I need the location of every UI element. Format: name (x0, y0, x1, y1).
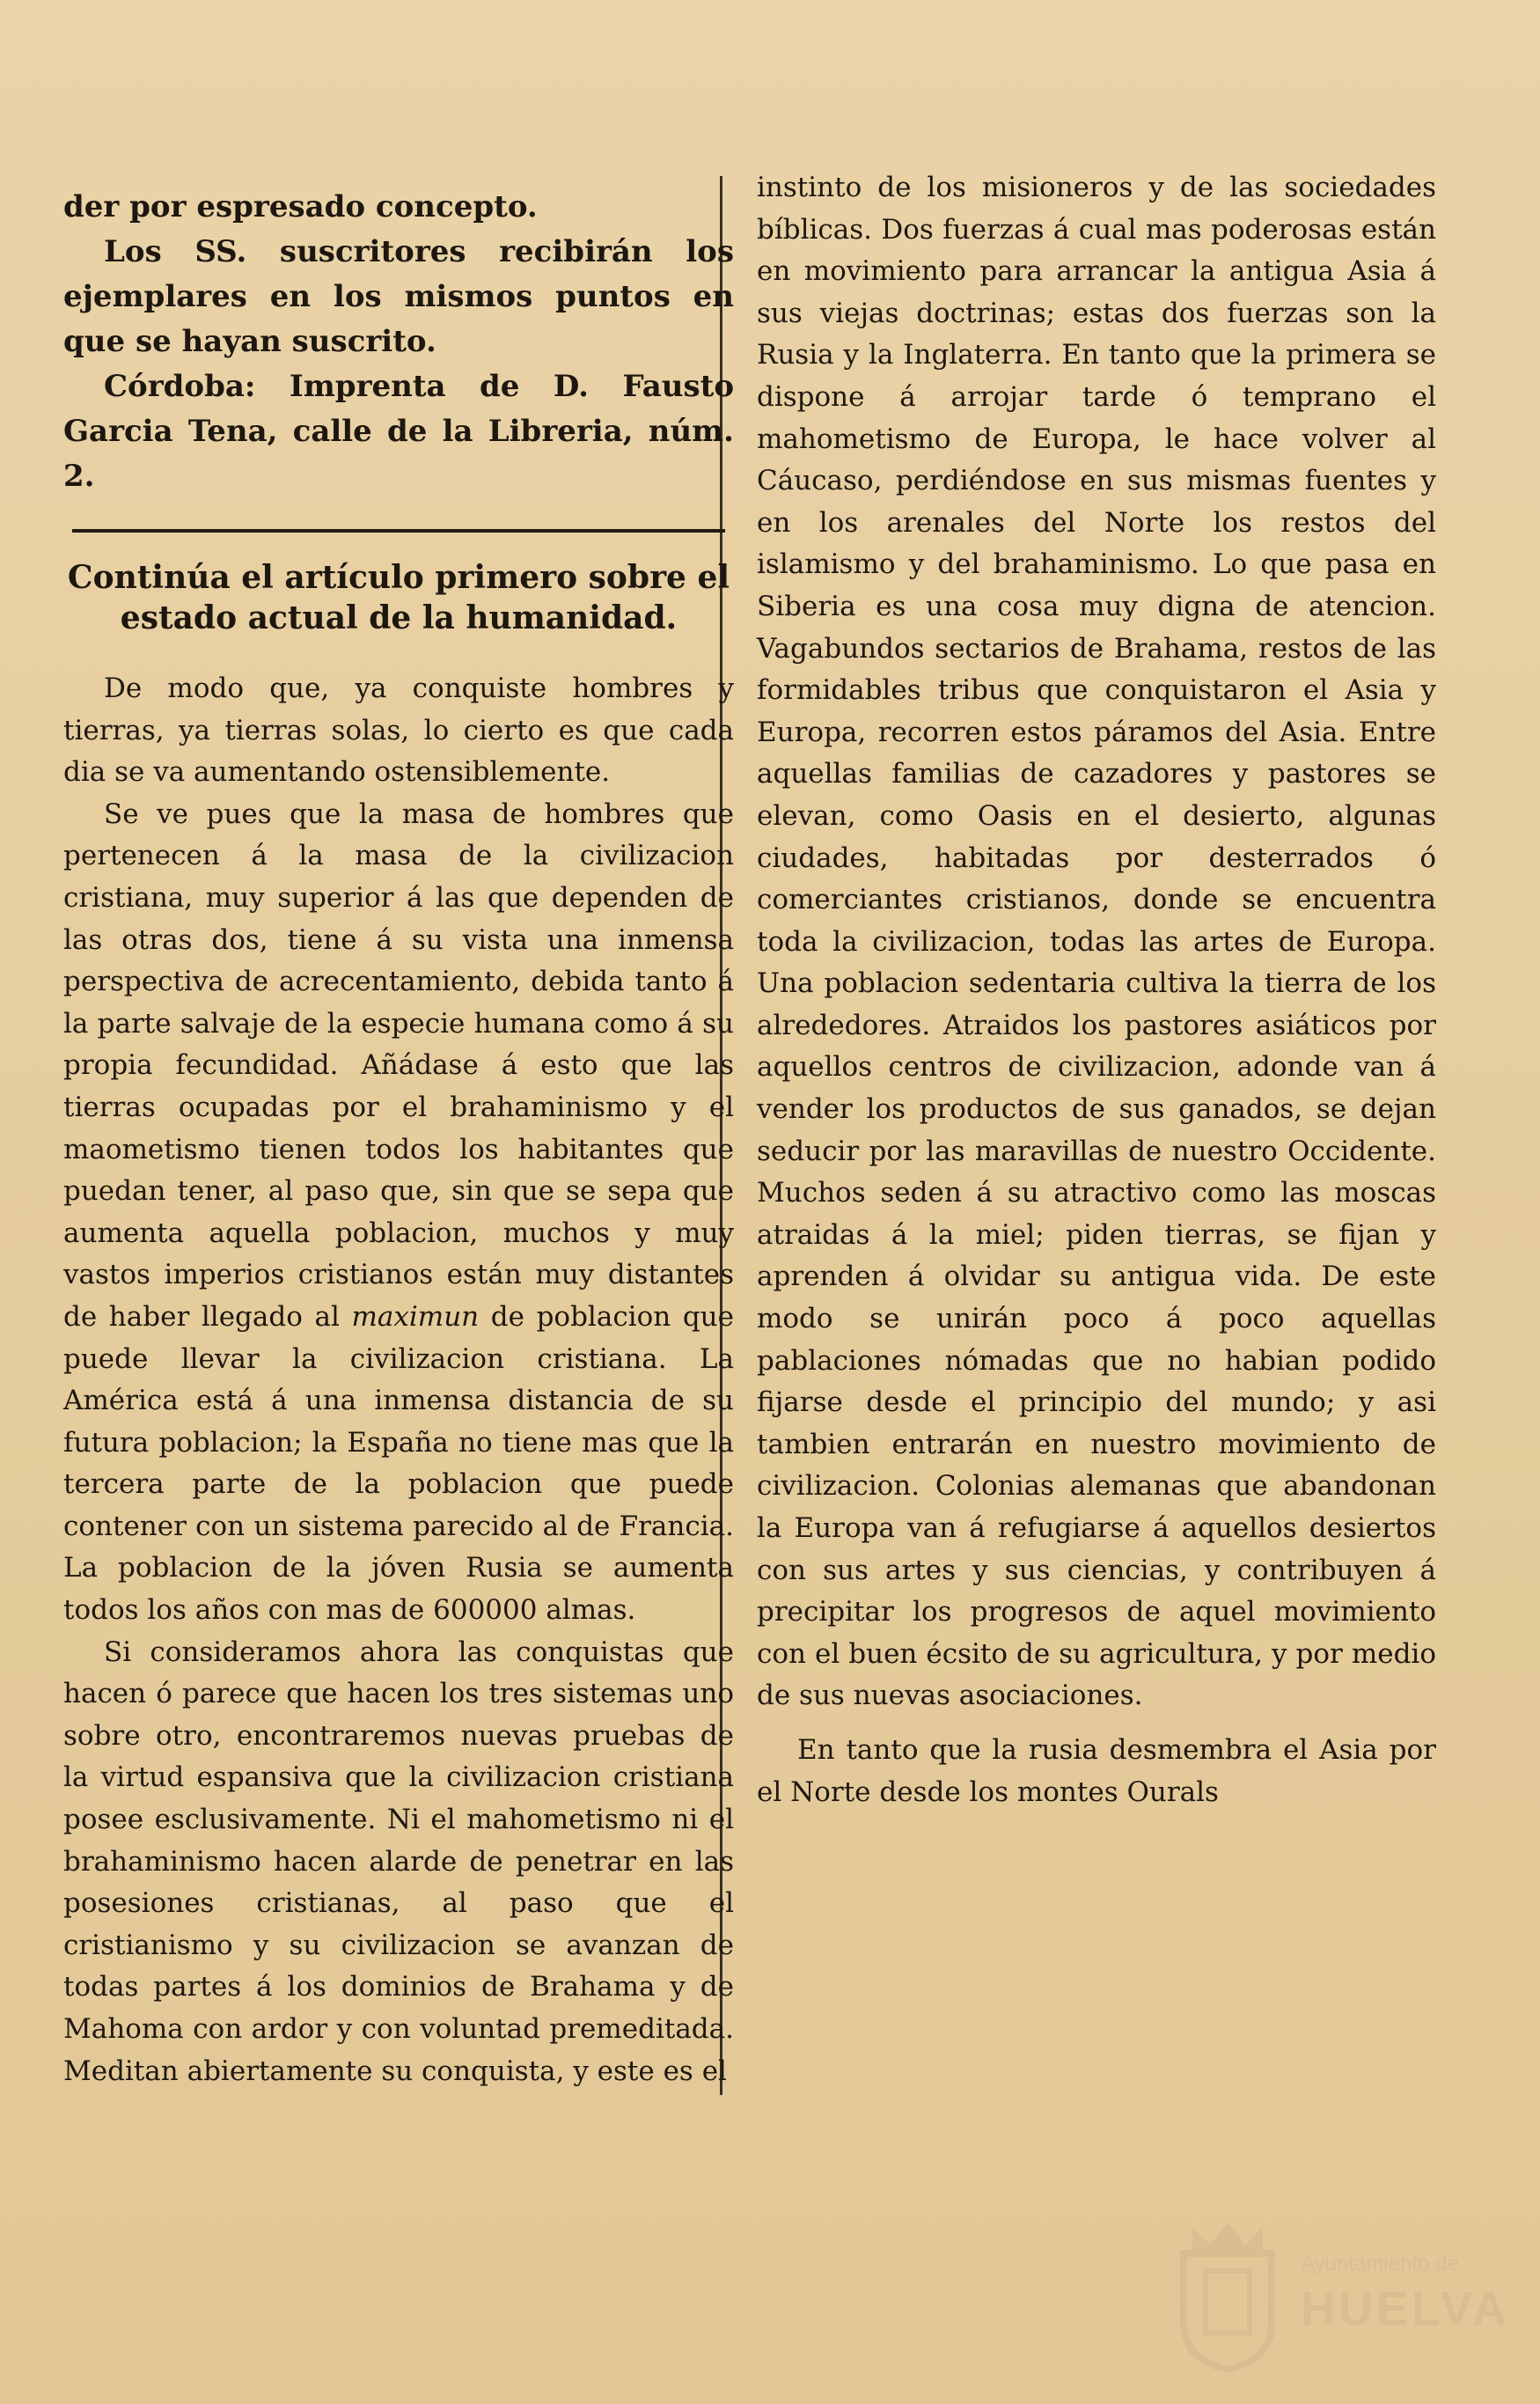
watermark-line2: HUELVA (1301, 2283, 1510, 2335)
paragraph-2-text-b: de poblacion que puede llevar la civilizacion cristiana. La América está á una inmensa distancia de su futura poblacion; la España no tiene mas que la tercera parte de la poblacion que puede contener con un sistema parecido al de Francia. La poblacion de la jóven Rusia se aumenta todos los años con mas de 600000 almas. (63, 1300, 734, 1627)
watermark-line1: Ayuntamiento de (1301, 2252, 1459, 2275)
article-heading: Continúa el artículo primero sobre el estado actual de la humanidad. (67, 559, 730, 636)
notice-subscribers: Los SS. suscritores recibirán los ejemplares en los mismos puntos en que se hayan suscrito. (63, 234, 734, 359)
notice-continuation: der por espresado concepto. (63, 189, 538, 224)
paragraph-4: En tanto que la rusia desmembra el Asia por el Norte desde los montes Ourals (757, 1733, 1436, 1808)
paragraph-1: De modo que, ya conquiste hombres y tierras, ya tierras solas, lo cierto es que cada dia se va aumentando ostensiblemente. (63, 673, 734, 789)
section-rule (72, 529, 725, 533)
watermark-logo (1170, 2218, 1510, 2377)
crest-icon (1170, 2218, 1285, 2372)
paragraph-3-start: Si consideramos ahora las conquistas que hacen ó parece que hacen los tres sistemas uno sobre otro, encontraremos nuevas pruebas de la virtud espansiva que la civilizacion cristiana posee esclusivamente. Ni el mahometismo ni el brahaminismo hacen alarde de penetrar en las posesiones cristianas, al paso que el cristianismo y su civilizacion se avanzan de todas partes á los dominios de Brahama y de Mahoma con ardor y con voluntad premeditada. Meditan abiertamente su conquista, y este es el (63, 1636, 734, 2087)
paragraph-2-italic: maximun (351, 1300, 480, 1333)
paragraph-3-continued: instinto de los misioneros y de las sociedades bíblicas. Dos fuerzas á cual mas poderosas están en movimiento para arrancar la antigua Asia á sus viejas doctrinas; estas dos fuerzas son la Rusia y la Inglaterra. En tanto que la primera se dispone á arrojar tarde ó temprano el mahometismo de Europa, le hace volver al Cáucaso, perdiéndose en sus mismas fuentes y en los arenales del Norte los restos del islamismo y del brahaminismo. Lo que pasa en Siberia es una cosa muy digna de atencion. Vagabundos sectarios de Brahama, restos de las formidables tribus que conquistaron el Asia y Europa, recorren estos páramos del Asia. Entre aquellas familias de cazadores y pastores se elevan, como Oasis en el desierto, algunas ciudades, habitadas por desterrados ó comerciantes cristianos, donde se encuentra toda la civilizacion, todas las artes de Europa. Una poblacion sedentaria cultiva la tierra de los alrededores. Atraidos los pastores asiáticos por aquellos centros de civilizacion, adonde van á vender los productos de sus ganados, se dejan seducir por las maravillas de nuestro Occidente. Muchos seden á su atractivo como las moscas atraidas á la miel; piden tierras, se fijan y aprenden á olvidar su antigua vida. De este modo se unirán poco á poco aquellas pablaciones nómadas que no habian podido fijarse desde el principio del mundo; y asi tambien entrarán en nuestro movimiento de civilizacion. Colonias alemanas que abandonan la Europa van á refugiarse á aquellos desiertos con sus artes y sus ciencias, y contribuyen á precipitar los progresos de aquel movimiento con el buen écsito de su agricultura, y por medio de sus nuevas asociaciones. (757, 172, 1436, 1712)
paragraph-2-text-a: Se ve pues que la masa de hombres que pertenecen á la masa de la civilizacion cristiana, muy superior á las que dependen de las otras dos, tiene á su vista una inmensa perspectiva de acrecentamiento, debida tanto á la parte salvaje de la especie humana como á su propia fecundidad. Añádase á esto que las tierras ocupadas por el brahaminismo y el maometismo tienen todos los habitantes que puedan tener, al paso que, sin que se sepa que aumenta aquella poblacion, muchos y muy vastos imperios cristianos están muy distantes de haber llegado al (63, 798, 734, 1333)
paragraph-2 (63, 794, 734, 1632)
left-column (63, 185, 734, 2092)
notice-imprint: Córdoba: Imprenta de D. Fausto Garcia Tena, calle de la Libreria, núm. 2. (63, 369, 734, 494)
right-column (757, 167, 1436, 1813)
